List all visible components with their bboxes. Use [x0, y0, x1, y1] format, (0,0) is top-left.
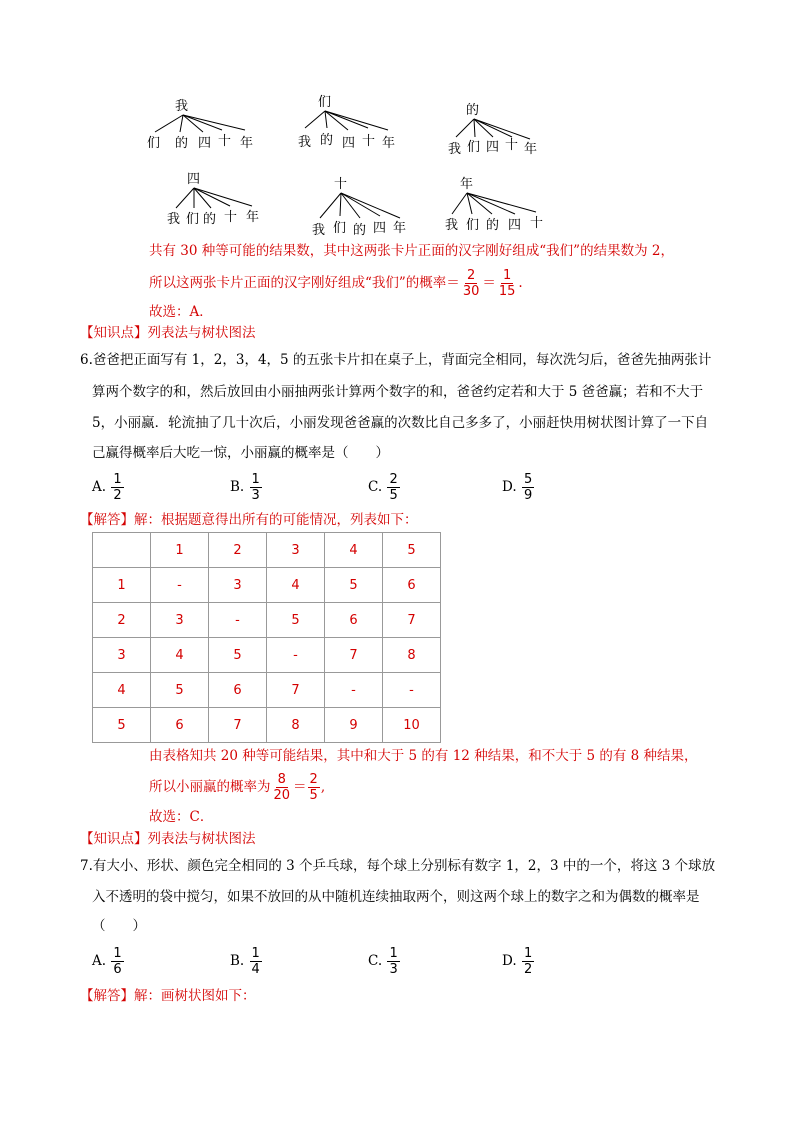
kp-text: 列表法与树状图法 — [147, 325, 256, 341]
table-cell: - — [325, 673, 383, 708]
table-cell: 9 — [325, 708, 383, 743]
solution-text: 解：画树状图如下： — [134, 988, 256, 1004]
tree-root: 我 — [175, 99, 189, 114]
tree-leaf: 们 — [467, 140, 481, 155]
q7-option-d: D. $\frac{1}{2}$ — [502, 946, 533, 977]
table-cell: 6 — [383, 568, 441, 603]
tree-leaf: 们 — [466, 218, 480, 233]
tree-leaf: 们 — [333, 221, 347, 236]
q6-line-3: 5，小丽赢．轮流抽了几十次后，小丽发现爸爸赢的次数比自己多多了，小丽赶快用树状图计算了一下自 — [92, 415, 709, 431]
tree-6 — [445, 176, 543, 233]
tree-leaf: 的 — [353, 223, 367, 238]
table-cell: 4 — [93, 673, 151, 708]
q7-option-b: B. $\frac{1}{4}$ — [230, 946, 260, 977]
q6-option-d: D. $\frac{5}{9}$ — [502, 472, 533, 503]
tree-leaf: 我 — [167, 212, 181, 227]
knowledge-point-1 — [80, 323, 256, 343]
table-row — [93, 533, 441, 568]
tree-leaf: 年 — [524, 142, 538, 157]
q7-line-3: （ ） — [92, 918, 146, 934]
tree-leaf: 四 — [342, 136, 356, 151]
table-cell: - — [209, 603, 267, 638]
table-cell: 5 — [209, 638, 267, 673]
tree-leaf: 我 — [448, 142, 462, 157]
q5-conclusion: 共有 30 种等可能的结果数，其中这两张卡片正面的汉字刚好组成“我们”的结果数为 2， — [149, 243, 674, 259]
table-row — [93, 638, 441, 673]
tree-leaf: 年 — [382, 136, 396, 151]
solution-tag: 【解答】 — [80, 988, 134, 1004]
q7-solution-intro — [80, 986, 256, 1006]
tree-leaf: 年 — [240, 136, 254, 151]
q6-answer: 故选：C． — [149, 809, 214, 825]
solution-text: 解：根据题意得出所有的可能情况，列表如下： — [134, 512, 418, 528]
kp-text: 列表法与树状图法 — [147, 831, 256, 847]
tree-root: 的 — [466, 103, 480, 118]
table-cell: 4 — [151, 638, 209, 673]
tree-leaf: 年 — [246, 210, 260, 225]
table-cell: 1 — [93, 568, 151, 603]
solution-tag: 【解答】 — [80, 512, 134, 528]
table-cell: 3 — [93, 638, 151, 673]
table-row — [93, 603, 441, 638]
tree-leaf: 们 — [147, 136, 161, 151]
tree-2 — [298, 95, 395, 151]
table-cell: 3 — [267, 533, 325, 568]
table-cell: 5 — [325, 568, 383, 603]
q6-line-1: 6.爸爸把正面写有 1，2，3，4，5 的五张卡片扣在桌子上，背面完全相同，每次洗匀后，爸爸先抽两张计 — [80, 352, 712, 368]
q5-prob-prefix: 所以这两张卡片正面的汉字刚好组成“我们”的概率＝ — [149, 275, 460, 291]
table-cell: 8 — [267, 708, 325, 743]
table-cell: 2 — [209, 533, 267, 568]
tree-1 — [147, 99, 253, 151]
q5-fraction-2: $\frac{1}{15}$ — [498, 268, 516, 299]
tree-leaf: 十 — [505, 138, 519, 153]
table-cell: 7 — [267, 673, 325, 708]
tree-root: 十 — [334, 177, 348, 192]
q5-fraction-1: $\frac{2}{30}$ — [462, 268, 480, 299]
table-cell: 5 — [383, 533, 441, 568]
tree-4 — [167, 172, 259, 227]
table-cell: 3 — [151, 603, 209, 638]
tree-leaf: 的 — [486, 218, 500, 233]
table-cell: 4 — [267, 568, 325, 603]
q6-line-2: 算两个数字的和，然后放回由小丽抽两张计算两个数字的和，爸爸约定若和大于 5 爸爸赢；若和不大于 — [92, 384, 704, 400]
table-cell: 4 — [325, 533, 383, 568]
q7-option-a: A. $\frac{1}{6}$ — [92, 946, 122, 977]
tree-leaf: 我 — [312, 223, 326, 238]
q6-option-a: A. $\frac{1}{2}$ — [92, 472, 122, 503]
q6-solution-intro — [80, 510, 418, 530]
tree-leaf: 们 — [186, 212, 200, 227]
tree-root: 年 — [460, 177, 474, 192]
q7-line-1: 7.有大小、形状、颜色完全相同的 3 个乒乓球，每个球上分别标有数字 1，2，3 中的一个，将这 3 个球放 — [80, 858, 716, 874]
table-cell: 7 — [209, 708, 267, 743]
table-cell: 10 — [383, 708, 441, 743]
tree-3 — [448, 103, 537, 157]
tree-leaf: 四 — [508, 218, 522, 233]
q6-probability: 所以小丽赢的概率为 $\frac{8}{20}$ ＝ $\frac{2}{5}$ , — [149, 772, 326, 803]
tree-leaf: 十 — [530, 216, 544, 231]
table-cell: 2 — [93, 603, 151, 638]
table-cell: 5 — [93, 708, 151, 743]
table-cell: 7 — [383, 603, 441, 638]
q6-option-b: B. $\frac{1}{3}$ — [230, 472, 260, 503]
table-cell: 6 — [209, 673, 267, 708]
q6-prob-prefix: 所以小丽赢的概率为 — [149, 779, 271, 795]
q7-line-2: 入不透明的袋中搅匀，如果不放回的从中随机连续抽取两个，则这两个球上的数字之和为偶数的概率是 — [92, 889, 700, 905]
sum-table — [92, 532, 441, 743]
tree-root: 们 — [318, 95, 332, 110]
q6-fraction-1: $\frac{8}{20}$ — [273, 772, 291, 803]
tree-leaf: 十 — [218, 134, 232, 149]
table-cell: - — [151, 568, 209, 603]
kp-tag: 【知识点】 — [80, 831, 148, 847]
table-cell: 5 — [267, 603, 325, 638]
tree-leaf: 我 — [298, 135, 312, 150]
table-row — [93, 568, 441, 603]
tree-leaf: 的 — [320, 133, 334, 148]
q7-option-c: C. $\frac{1}{3}$ — [368, 946, 398, 977]
tree-leaf: 四 — [373, 221, 387, 236]
table-cell: - — [383, 673, 441, 708]
table-cell: - — [267, 638, 325, 673]
kp-tag: 【知识点】 — [80, 325, 148, 341]
tree-leaf: 的 — [175, 136, 189, 151]
table-cell: 7 — [325, 638, 383, 673]
knowledge-point-2 — [80, 829, 256, 849]
q6-fraction-2: $\frac{2}{5}$ — [309, 772, 318, 803]
tree-leaf: 我 — [445, 218, 459, 233]
q6-line-4: 己赢得概率后大吃一惊，小丽赢的概率是（ ） — [92, 445, 389, 461]
tree-5 — [312, 176, 406, 238]
tree-leaf: 十 — [362, 134, 376, 149]
table-cell: 6 — [151, 708, 209, 743]
q6-option-c: C. $\frac{2}{5}$ — [368, 472, 398, 503]
q6-conclusion: 由表格知共 20 种等可能结果，其中和大于 5 的有 12 种结果，和不大于 5 的有 8 种结果， — [149, 748, 698, 764]
table-cell: 5 — [151, 673, 209, 708]
table-cell: 1 — [151, 533, 209, 568]
table-cell — [93, 533, 151, 568]
table-row — [93, 708, 441, 743]
q5-probability: 所以这两张卡片正面的汉字刚好组成“我们”的概率＝ $\frac{2}{30}$ ＝ $\frac{1}{15}$ . — [149, 268, 523, 299]
tree-leaf: 的 — [203, 212, 217, 227]
tree-leaf: 年 — [393, 221, 407, 236]
tree-diagrams — [0, 0, 794, 240]
tree-leaf: 四 — [198, 136, 212, 151]
table-row — [93, 673, 441, 708]
table-cell: 6 — [325, 603, 383, 638]
q5-answer: 故选：A． — [149, 304, 213, 320]
tree-leaf: 十 — [224, 210, 238, 225]
tree-leaf: 四 — [486, 140, 500, 155]
tree-root: 四 — [187, 172, 201, 187]
table-cell: 3 — [209, 568, 267, 603]
table-cell: 8 — [383, 638, 441, 673]
